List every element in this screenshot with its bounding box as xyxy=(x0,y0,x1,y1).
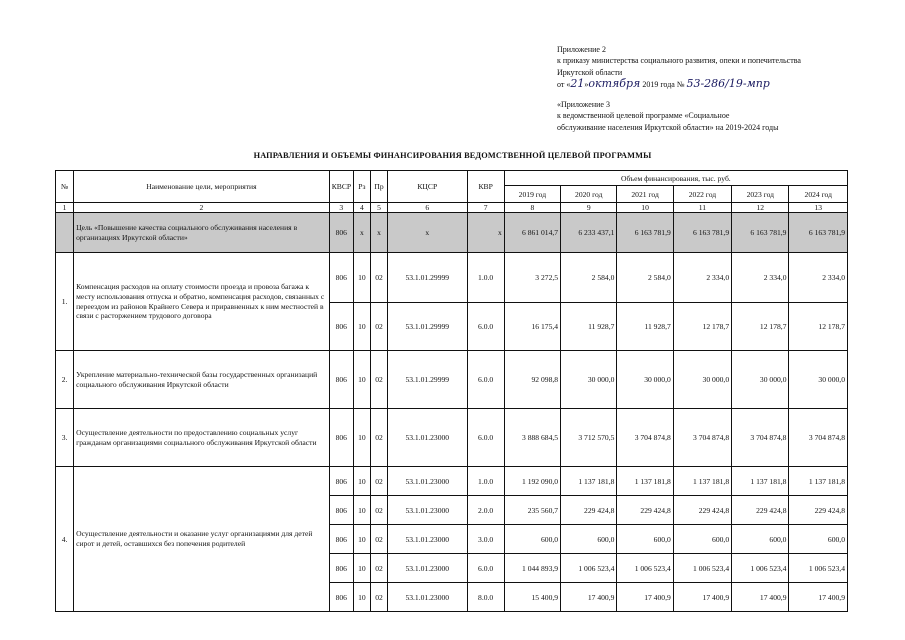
column-index: 10 xyxy=(617,203,673,213)
funding-table xyxy=(55,170,848,612)
value-cell: 1 137 181,8 xyxy=(789,467,848,496)
value-cell: 229 424,8 xyxy=(673,496,731,525)
kvr-cell: 3.0.0 xyxy=(467,525,504,554)
rz-cell: 10 xyxy=(353,554,370,583)
kcsr-cell: 53.1.01.23000 xyxy=(388,583,467,612)
value-cell: 1 006 523,4 xyxy=(617,554,673,583)
kvsr-cell: 806 xyxy=(329,467,353,496)
pr-cell: 02 xyxy=(370,303,387,351)
value-cell: 1 044 893,9 xyxy=(504,554,560,583)
value-cell: 3 888 684,5 xyxy=(504,409,560,467)
goal-name: Цель «Повышение качества социального обслуживания населения в организациях Иркутской области» xyxy=(74,213,330,253)
kvsr-cell: 806 xyxy=(329,525,353,554)
value-cell: 3 272,5 xyxy=(504,253,560,303)
header-kcsr: КЦСР xyxy=(388,171,467,203)
kvr-cell: 6.0.0 xyxy=(467,303,504,351)
value-cell: 12 178,7 xyxy=(673,303,731,351)
value-cell: 30 000,0 xyxy=(561,351,617,409)
column-index: 6 xyxy=(388,203,467,213)
value-cell: 229 424,8 xyxy=(789,496,848,525)
appendix-label: Приложение 2 xyxy=(557,45,606,54)
year-header: 2020 год xyxy=(561,186,617,203)
goal-rz: х xyxy=(353,213,370,253)
handwritten-doc-number: 53-286/19-мпр xyxy=(686,76,770,90)
table-row xyxy=(56,253,848,303)
kvr-cell: 8.0.0 xyxy=(467,583,504,612)
item-number: 3. xyxy=(56,409,74,467)
rz-cell: 10 xyxy=(353,467,370,496)
value-cell: 17 400,9 xyxy=(617,583,673,612)
column-index: 12 xyxy=(732,203,789,213)
column-index: 9 xyxy=(561,203,617,213)
value-cell: 2 334,0 xyxy=(789,253,848,303)
table-row xyxy=(56,467,848,496)
value-cell: 12 178,7 xyxy=(789,303,848,351)
kcsr-cell: 53.1.01.23000 xyxy=(388,554,467,583)
goal-value: 6 233 437,1 xyxy=(561,213,617,253)
value-cell: 235 560,7 xyxy=(504,496,560,525)
item-number: 1. xyxy=(56,253,74,351)
header-name: Наименование цели, мероприятия xyxy=(74,171,330,203)
handwritten-month: октября xyxy=(588,76,641,90)
value-cell: 11 928,7 xyxy=(561,303,617,351)
value-cell: 600,0 xyxy=(561,525,617,554)
item-name: Осуществление деятельности и оказание услуг организациями для детей сирот и детей, оставшихся без попечения родителей xyxy=(74,467,330,612)
kcsr-cell: 53.1.01.23000 xyxy=(388,496,467,525)
kvsr-cell: 806 xyxy=(329,351,353,409)
item-number: 4. xyxy=(56,467,74,612)
value-cell: 600,0 xyxy=(732,525,789,554)
kvr-cell: 6.0.0 xyxy=(467,409,504,467)
value-cell: 15 400,9 xyxy=(504,583,560,612)
kvr-cell: 1.0.0 xyxy=(467,253,504,303)
program-reference: к ведомственной целевой программе «Социальное xyxy=(557,111,730,121)
prior-appendix-label: «Приложение 3 xyxy=(557,100,610,110)
value-cell: 17 400,9 xyxy=(789,583,848,612)
header-pr: Пр xyxy=(370,171,387,203)
rz-cell: 10 xyxy=(353,303,370,351)
pr-cell: 02 xyxy=(370,583,387,612)
value-cell: 229 424,8 xyxy=(617,496,673,525)
value-cell: 11 928,7 xyxy=(617,303,673,351)
kcsr-cell: 53.1.01.29999 xyxy=(388,253,467,303)
order-reference: к приказу министерства социального развития, опеки и попечительства xyxy=(557,56,801,66)
goal-kvr: х xyxy=(467,213,504,253)
header-kvsr: КВСР xyxy=(329,171,353,203)
value-cell: 3 704 874,8 xyxy=(617,409,673,467)
value-cell: 3 704 874,8 xyxy=(789,409,848,467)
document-title: НАПРАВЛЕНИЯ И ОБЪЕМЫ ФИНАНСИРОВАНИЯ ВЕДОМСТВЕННОЙ ЦЕЛЕВОЙ ПРОГРАММЫ xyxy=(253,151,652,160)
goal-value: 6 163 781,9 xyxy=(617,213,673,253)
value-cell: 17 400,9 xyxy=(732,583,789,612)
program-name: обслуживание населения Иркутской области» на 2019-2024 годы xyxy=(557,122,779,132)
kcsr-cell: 53.1.01.23000 xyxy=(388,467,467,496)
value-cell: 3 704 874,8 xyxy=(673,409,731,467)
column-index: 7 xyxy=(467,203,504,213)
value-cell: 600,0 xyxy=(617,525,673,554)
value-cell: 1 006 523,4 xyxy=(732,554,789,583)
value-cell: 1 006 523,4 xyxy=(673,554,731,583)
value-cell: 1 006 523,4 xyxy=(789,554,848,583)
value-cell: 2 584,0 xyxy=(617,253,673,303)
value-cell: 17 400,9 xyxy=(673,583,731,612)
value-cell: 1 137 181,8 xyxy=(561,467,617,496)
item-name: Осуществление деятельности по предоставлению социальных услуг гражданам организациями социального обслуживания Иркутской области xyxy=(74,409,330,467)
pr-cell: 02 xyxy=(370,525,387,554)
table-row xyxy=(56,409,848,467)
item-name: Компенсация расходов на оплату стоимости проезда и провоза багажа к месту использования отпуска и обратно, компенсация расходов, связанных с переездом из районов Крайнего Севера и приравненных к ним местностей в связи с расторжением трудового договора xyxy=(74,253,330,351)
value-cell: 30 000,0 xyxy=(732,351,789,409)
rz-cell: 10 xyxy=(353,351,370,409)
kvsr-cell: 806 xyxy=(329,496,353,525)
value-cell: 30 000,0 xyxy=(789,351,848,409)
column-index: 8 xyxy=(504,203,560,213)
goal-value: 6 163 781,9 xyxy=(732,213,789,253)
value-cell: 2 584,0 xyxy=(561,253,617,303)
pr-cell: 02 xyxy=(370,467,387,496)
kvsr-cell: 806 xyxy=(329,583,353,612)
year-header: 2024 год xyxy=(789,186,848,203)
value-cell: 1 137 181,8 xyxy=(732,467,789,496)
year-header: 2019 год xyxy=(504,186,560,203)
kvsr-cell: 806 xyxy=(329,303,353,351)
column-index: 3 xyxy=(329,203,353,213)
item-name: Укрепление материально-технической базы государственных организаций социального обслуживания Иркутской области xyxy=(74,351,330,409)
kcsr-cell: 53.1.01.29999 xyxy=(388,351,467,409)
value-cell: 17 400,9 xyxy=(561,583,617,612)
pr-cell: 02 xyxy=(370,554,387,583)
kvsr-cell: 806 xyxy=(329,253,353,303)
value-cell: 3 712 570,5 xyxy=(561,409,617,467)
value-cell: 3 704 874,8 xyxy=(732,409,789,467)
region-name: Иркутской области xyxy=(557,67,623,77)
pr-cell: 02 xyxy=(370,409,387,467)
goal-number-cell xyxy=(56,213,74,253)
item-number: 2. xyxy=(56,351,74,409)
rz-cell: 10 xyxy=(353,253,370,303)
value-cell: 229 424,8 xyxy=(732,496,789,525)
value-cell: 2 334,0 xyxy=(673,253,731,303)
column-index: 11 xyxy=(673,203,731,213)
kcsr-cell: 53.1.01.29999 xyxy=(388,303,467,351)
handwritten-day: 21 xyxy=(570,76,585,90)
kcsr-cell: 53.1.01.23000 xyxy=(388,409,467,467)
kcsr-cell: 53.1.01.23000 xyxy=(388,525,467,554)
value-cell: 1 006 523,4 xyxy=(561,554,617,583)
column-index: 5 xyxy=(370,203,387,213)
kvsr-cell: 806 xyxy=(329,554,353,583)
goal-value: 6 861 014,7 xyxy=(504,213,560,253)
header-no: № xyxy=(56,171,74,203)
goal-value: 6 163 781,9 xyxy=(673,213,731,253)
header-funding: Объем финансирования, тыс. руб. xyxy=(504,171,847,186)
header-kvr: КВР xyxy=(467,171,504,203)
value-cell: 30 000,0 xyxy=(617,351,673,409)
value-cell: 1 192 090,0 xyxy=(504,467,560,496)
value-cell: 600,0 xyxy=(789,525,848,554)
order-header xyxy=(557,44,897,133)
value-cell: 2 334,0 xyxy=(732,253,789,303)
order-date-line: от «21»октября 2019 года № 53-286/19-мпр xyxy=(557,76,770,90)
goal-pr: х xyxy=(370,213,387,253)
value-cell: 229 424,8 xyxy=(561,496,617,525)
goal-row xyxy=(56,213,848,253)
pr-cell: 02 xyxy=(370,253,387,303)
rz-cell: 10 xyxy=(353,525,370,554)
value-cell: 30 000,0 xyxy=(673,351,731,409)
value-cell: 1 137 181,8 xyxy=(673,467,731,496)
pr-cell: 02 xyxy=(370,496,387,525)
column-index: 1 xyxy=(56,203,74,213)
year-header: 2022 год xyxy=(673,186,731,203)
value-cell: 92 098,8 xyxy=(504,351,560,409)
header-rz: Рз xyxy=(353,171,370,203)
value-cell: 600,0 xyxy=(504,525,560,554)
goal-value: 6 163 781,9 xyxy=(789,213,848,253)
kvr-cell: 6.0.0 xyxy=(467,554,504,583)
value-cell: 1 137 181,8 xyxy=(617,467,673,496)
kvr-cell: 6.0.0 xyxy=(467,351,504,409)
column-index: 13 xyxy=(789,203,848,213)
goal-kcsr: х xyxy=(388,213,467,253)
year-header: 2023 год xyxy=(732,186,789,203)
rz-cell: 10 xyxy=(353,583,370,612)
table-row xyxy=(56,351,848,409)
kvsr-cell: 806 xyxy=(329,409,353,467)
rz-cell: 10 xyxy=(353,409,370,467)
kvr-cell: 2.0.0 xyxy=(467,496,504,525)
pr-cell: 02 xyxy=(370,351,387,409)
goal-kvsr: 806 xyxy=(329,213,353,253)
rz-cell: 10 xyxy=(353,496,370,525)
column-index: 4 xyxy=(353,203,370,213)
value-cell: 16 175,4 xyxy=(504,303,560,351)
column-index: 2 xyxy=(74,203,330,213)
value-cell: 600,0 xyxy=(673,525,731,554)
year-header: 2021 год xyxy=(617,186,673,203)
kvr-cell: 1.0.0 xyxy=(467,467,504,496)
value-cell: 12 178,7 xyxy=(732,303,789,351)
